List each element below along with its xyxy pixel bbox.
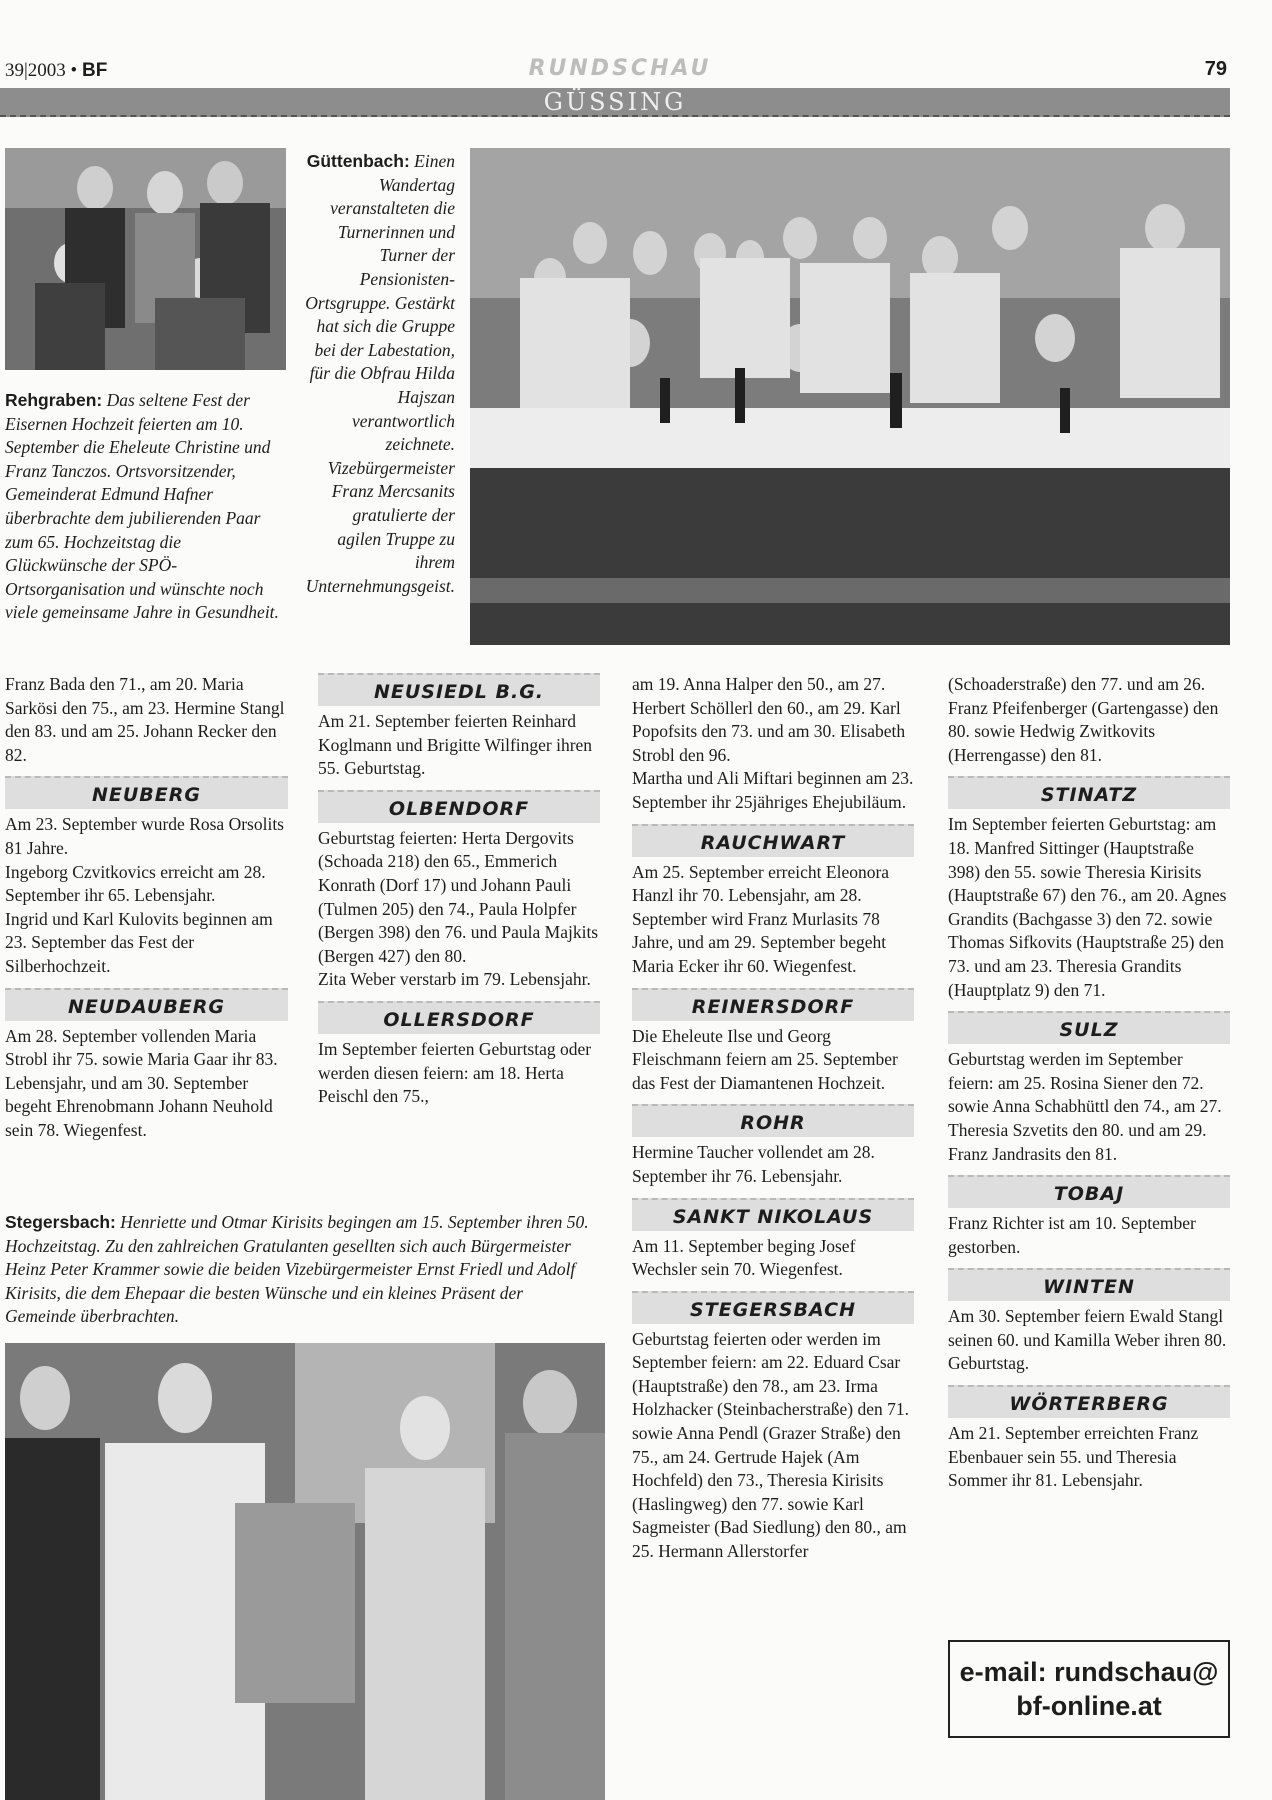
section-title-sulz: SULZ [948, 1011, 1230, 1044]
section-title-rohr: ROHR [632, 1104, 914, 1137]
paragraph: Im September feierten Geburtstag: am 18. Manfred Sittinger (Hauptstraße 398) den 55. sowie Theresia Kirisits (Hauptstraße 67) den 76., am 20. Agnes Grandits (Bachgasse 3) den 72. sowie Thomas Sifkovits (Hauptstraße 25) den 73. und am 23. Theresia Grandits (Hauptplatz 9) den 71. [948, 814, 1227, 1000]
caption-stegersbach [5, 1211, 595, 1329]
paragraph: Geburtstag werden im September feiern: am 25. Rosina Siener den 72. sowie Anna Schabhüttl den 74., am 27. Theresia Szvetits den 80. und am 29. Franz Jandrasits den 81. [948, 1049, 1222, 1164]
caption-place: Güttenbach: [306, 151, 410, 171]
caption-text: Einen Wandertag veranstalteten die Turnerinnen und Turner der Pensionisten-Ortsgruppe. Gestärkt hat sich die Gruppe bei der Labestation, für die Obfrau Hilda Hajszan verantwortlich zeichnete. Vizebürgermeister Franz Mercsanits gratulierte der agilen Truppe zu ihrem Unternehmungsgeist. [305, 151, 455, 596]
photo-stegersbach [5, 1343, 605, 1800]
paragraph: Am 21. September feierten Reinhard Koglmann und Brigitte Wilfinger ihren 55. Geburtstag. [318, 711, 593, 779]
magazine-title: RUNDSCHAU [528, 56, 712, 81]
section-title-stinatz: STINATZ [948, 776, 1230, 809]
paragraph: Am 25. September erreicht Eleonora Hanzl ihr 70. Lebensjahr, am 28. September wird Franz Murlasits 78 Jahre, und am 29. September begeht Maria Ecker ihr 60. Wiegenfest. [632, 861, 890, 976]
region-bar [0, 88, 1230, 117]
photo-guettenbach [470, 148, 1230, 645]
paragraph: Ingeborg Czvitkovics erreicht am 28. September ihr 65. Lebensjahr. [5, 861, 266, 906]
paragraph: Zita Weber verstarb im 79. Lebensjahr. [318, 969, 591, 990]
paragraph: am 19. Anna Halper den 50., am 27. Herbert Schöllerl den 60., am 29. Karl Popofsits den 73. und am 30. Elisabeth Strobl den 96. [632, 674, 906, 765]
section-title-reinersdorf: REINERSDORF [632, 988, 914, 1021]
email-line-2: bf-online.at [1016, 1691, 1162, 1721]
caption-rehgraben [5, 389, 280, 625]
caption-text: Henriette und Otmar Kirisits begingen am 15. September ihren 50. Hochzeitstag. Zu den zahlreichen Gratulanten gesellten sich auch Bürgermeister Heinz Peter Krammer sowie die beiden Vizebürgermeister Ernst Friedl und Adolf Kirisits, die dem Ehepaar die besten Wünsche und ein kleines Präsent der Gemeinde überbrachten. [5, 1212, 589, 1327]
section-title-tobaj: TOBAJ [948, 1175, 1230, 1208]
paragraph: Franz Bada den 71., am 20. Maria Sarkösi den 75., am 23. Hermine Stangl den 83. und am 25. Johann Recker den 82. [5, 674, 285, 765]
region-title: GÜSSING [543, 88, 687, 116]
photo-rehgraben [5, 148, 286, 370]
caption-place: Stegersbach: [5, 1212, 116, 1232]
paragraph: Martha und Ali Miftari beginnen am 23. September ihr 25jähriges Ehejubiläum. [632, 768, 914, 812]
email-box [948, 1640, 1230, 1738]
paragraph: Am 30. September feiern Ewald Stangl seinen 60. und Kamilla Weber ihren 80. Geburtstag. [948, 1306, 1227, 1374]
paragraph: Ingrid und Karl Kulovits beginnen am 23. September das Fest der Silberhochzeit. [5, 908, 273, 976]
caption-place: Rehgraben: [5, 390, 103, 410]
section-title-stegersbach: STEGERSBACH [632, 1291, 914, 1324]
section-title-ollersdorf: OLLERSDORF [318, 1001, 600, 1034]
section-title-olbendorf: OLBENDORF [318, 790, 600, 823]
paragraph: Am 23. September wurde Rosa Orsolits 81 Jahre. [5, 814, 284, 858]
paragraph: Geburtstag feierten oder werden im September feiern: am 22. Eduard Csar (Hauptstraße) den 78., am 23. Irma Holzhacker (Steinbacherstraße) den 71. sowie Anna Pendl (Grazer Straße) den 75., am 24. Gertrude Hajek (Am Hochfeld) den 73., Theresia Kirisits (Haslingweg) den 77. sowie Karl Sagmeister (Bad Siedlung) den 80., am 25. Hermann Allerstorfer [632, 1328, 909, 1562]
page-number: 79 [1204, 58, 1227, 80]
caption-guettenbach [305, 150, 455, 598]
email-line-1: e-mail: rundschau@ [959, 1657, 1219, 1687]
paragraph: Geburtstag feierten: Herta Dergovits (Schoada 218) den 65., Emmerich Konrath (Dorf 17) und Johann Pauli (Tulmen 205) den 74., Paula Holpfer (Bergen 398) den 76. und Paula Majkits (Bergen 427) den 80. [318, 827, 599, 966]
paragraph: Im September feierten Geburtstag oder werden diesen feiern: am 18. Herta Peischl den 75., [318, 1038, 592, 1107]
column-3 [632, 673, 914, 1564]
section-title-sankt-nikolaus: SANKT NIKOLAUS [632, 1198, 914, 1231]
section-title-neuberg: NEUBERG [5, 776, 288, 809]
page-header [0, 50, 1230, 80]
column-2 [318, 673, 600, 1109]
paragraph: Hermine Taucher vollendet am 28. September ihr 76. Lebensjahr. [632, 1142, 875, 1186]
issue-line: 39|2003 • BF [5, 60, 108, 81]
section-title-winten: WINTEN [948, 1268, 1230, 1301]
section-title-woerterberg: WÖRTERBERG [948, 1385, 1230, 1418]
paragraph: Am 11. September beging Josef Wechsler sein 70. Wiegenfest. [632, 1235, 856, 1280]
section-title-neusiedl: NEUSIEDL B.G. [318, 673, 600, 706]
section-title-neudauberg: NEUDAUBERG [5, 988, 288, 1021]
paragraph: Am 28. September vollenden Maria Strobl ihr 75. sowie Maria Gaar ihr 83. Lebensjahr, und am 30. September begeht Ehrenobmann Johann Neuhold sein 78. Wiegenfest. [5, 1025, 278, 1140]
paragraph: Am 21. September erreichten Franz Ebenbauer sein 55. und Theresia Sommer ihr 81. Lebensjahr. [948, 1423, 1199, 1491]
paragraph: (Schoaderstraße) den 77. und am 26. Franz Pfeifenberger (Gartengasse) den 80. sowie Hedwig Zwitkovits (Herrengasse) den 81. [948, 674, 1219, 765]
section-title-rauchwart: RAUCHWART [632, 824, 914, 857]
caption-text: Das seltene Fest der Eisernen Hochzeit feierten am 10. September die Eheleute Christine und Franz Tanczos. Ortsvorsitzender, Gemeinderat Edmund Hafner überbrachte dem jubilierenden Paar zum 65. Hochzeitstag die Glückwünsche der SPÖ-Ortsorganisation und wünschte noch viele gemeinsame Jahre in Gesundheit. [5, 390, 279, 623]
column-4 [948, 673, 1230, 1493]
column-1 [5, 673, 288, 1143]
paragraph: Die Eheleute Ilse und Georg Fleischmann feiern am 25. September das Fest der Diamantenen Hochzeit. [632, 1025, 898, 1093]
paragraph: Franz Richter ist am 10. September gestorben. [948, 1213, 1196, 1257]
